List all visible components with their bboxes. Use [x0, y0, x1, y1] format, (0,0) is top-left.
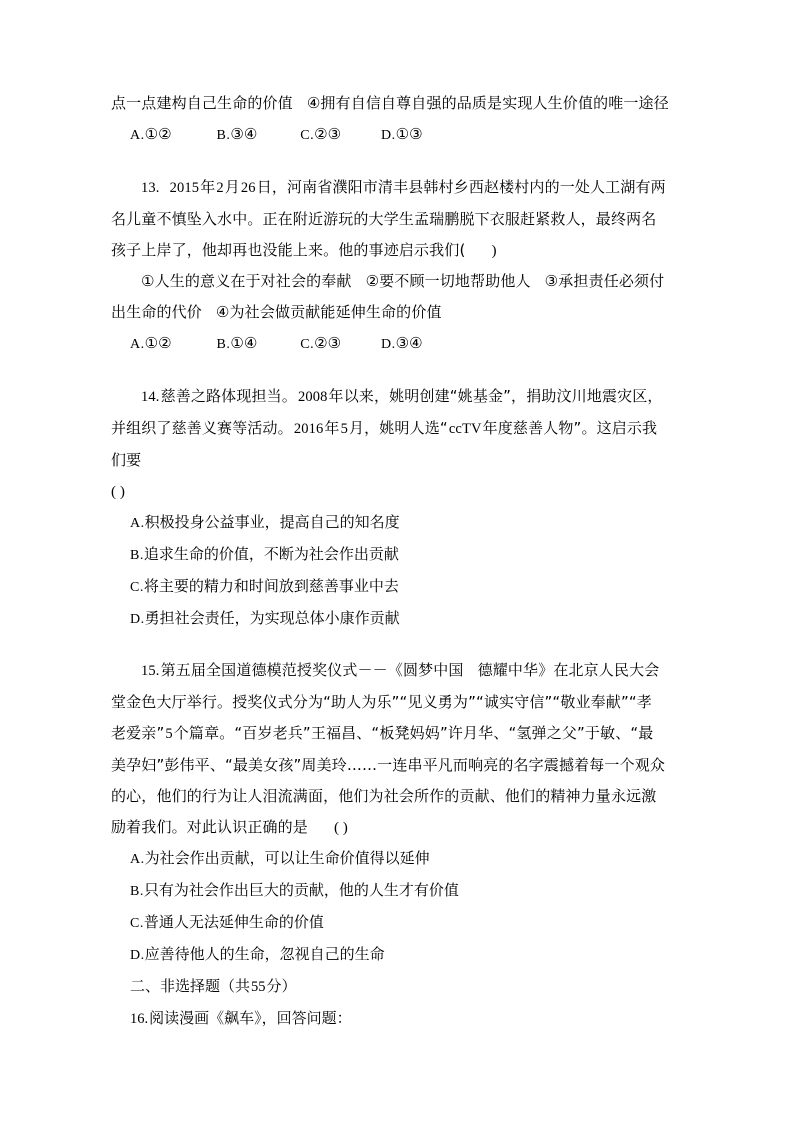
q14-option-d-text: 勇担社会责任，为实现总体小康作贡献 [144, 609, 400, 627]
q16-stem [111, 1003, 667, 1035]
q13-item-4: ④为社会做贡献能延伸生命的价值 [215, 303, 442, 321]
q15-stem-tail: 个篇章。“百岁老兵”王福昌、“板凳妈妈”许月华、“氢弹之父”于敏、“最美孕妇”彭伟平、“最美女孩”周美玲……一连串平凡而响亮的名字震撼着每一个观众的心，他们的行为让人泪流满面，他们为社会所作的贡献、他们的精神力量永远激励着我们。对此认识正确的是 [111, 724, 666, 836]
q14-year-2016: 2016 [293, 421, 324, 437]
q12-option-c[interactable] [300, 119, 381, 151]
q14-option-a[interactable] [111, 507, 667, 539]
q15-option-b[interactable] [111, 875, 667, 907]
q13-number: 13. [141, 180, 160, 196]
q13-item-1: ①人生的意义在于对社会的奉献 [141, 272, 352, 290]
q13-option-c-text: ②③ [314, 334, 342, 352]
q13-items [111, 266, 667, 328]
q15-stem-lead: 第五届全国道德模范授奖仪式－－《圆梦中国 [160, 661, 464, 679]
q13-year: 2015 [169, 180, 200, 196]
q14-stem-mid2: 月，姚明人选“ [348, 419, 448, 437]
q15-chapter-count: 5 [165, 726, 173, 742]
q16-text: 阅读漫画《飙车》，回答问题： [149, 1009, 352, 1027]
q12-continuation-text: 点一点建构自己生命的价值 [111, 94, 293, 112]
q14-cctv-text: ccTV [448, 421, 482, 437]
q13-year-unit: 年 [200, 178, 216, 196]
q14-year-unit: 年 [324, 419, 340, 437]
q14-stem-lead: 慈善之路体现担当。 [160, 387, 297, 405]
q12-option-b-text: ③④ [230, 125, 258, 143]
q14-option-b[interactable] [111, 539, 667, 571]
q15-option-b-text: 只有为社会作出巨大的贡献，他的人生才有价值 [143, 881, 459, 899]
q12-option-a-label: A. [130, 128, 145, 143]
q16-number: 16. [130, 1011, 149, 1027]
q15-number: 15. [141, 663, 160, 679]
q13-option-b-text: ①④ [230, 334, 258, 352]
q12-option-d-text: ①③ [395, 125, 423, 143]
q14-option-a-text: 积极投身公益事业，提高自己的知名度 [144, 513, 400, 531]
q15-option-d-text: 应善待他人的生命，忽视自己的生命 [144, 945, 385, 963]
q15-option-c[interactable] [111, 907, 667, 939]
q13-month-unit: 月 [224, 178, 240, 196]
q14-option-d[interactable] [111, 603, 667, 635]
section-2-heading [111, 971, 667, 1003]
q15-option-a-label: A. [130, 852, 145, 867]
section-2-total-score: 55 [251, 979, 266, 995]
q15-answer-blank[interactable]: ( ) [333, 819, 348, 836]
q14-year-2008: 2008 [297, 389, 328, 405]
q14-option-c[interactable] [111, 571, 667, 603]
q13-option-d-text: ③④ [395, 334, 423, 352]
q13-item-3-cont: 命的代价 [141, 303, 202, 321]
q14-option-a-label: A. [130, 516, 145, 531]
q12-option-b-label: B. [216, 128, 231, 143]
q12-tail-line [111, 88, 667, 119]
q13-option-b[interactable] [217, 328, 301, 360]
q14-answer-blank-line [111, 476, 667, 507]
q15-option-a-text: 为社会作出贡献，可以让生命价值得以延伸 [144, 849, 430, 867]
q13-option-a-text: ①② [144, 334, 172, 352]
q12-option-b[interactable] [217, 119, 301, 151]
exam-content-column [111, 88, 667, 1035]
q12-option-d-label: D. [381, 128, 396, 143]
q12-option-c-text: ②③ [314, 125, 342, 143]
q13-option-b-label: B. [216, 337, 231, 352]
q13-option-d-label: D. [381, 337, 396, 352]
q13-month: 2 [216, 180, 224, 196]
q13-option-a-label: A. [130, 337, 145, 352]
q14-stem-mid: 年以来，姚明创建“姚基金”，捐助汶川地震灾区，并组织了慈善义赛等活动。 [111, 387, 663, 437]
q13-stem-body: 日，河南省濮阳市清丰县韩村乡西赵楼村内的一处人工湖有两名儿童不慎坠入水中。正在附近游玩的大学生孟瑞鹏脱下衣服赶紧救人，最终两名孩子上岸了，他却再也没能上来。他的事迹启示我们( [111, 178, 666, 259]
q15-option-c-text: 普通人无法延伸生命的价值 [143, 913, 324, 931]
q13-answer-blank-close: ) [491, 242, 497, 259]
q13-option-a[interactable] [130, 328, 217, 360]
q14-option-c-text: 将主要的精力和时间放到慈善事业中去 [143, 577, 399, 595]
q14-option-c-label: C. [130, 580, 144, 595]
q13-option-c-label: C. [300, 337, 315, 352]
q15-stem-mid: 德耀中华》在北京人民大会堂金色大厅举行。授奖仪式分为“助人为乐”“见义勇为”“诚实守信”“敬业奉献”“孝老爱亲” [111, 661, 660, 742]
q12-option-a[interactable] [130, 119, 217, 151]
q14-stem [111, 381, 667, 476]
q14-number: 14. [141, 389, 160, 405]
q13-item-3: ③承担责任必须付出生 [111, 272, 665, 321]
q14-option-d-label: D. [130, 612, 145, 627]
q14-stem-tail: 年度慈善人物”。这启示我们要 [111, 419, 658, 469]
q14-option-b-label: B. [130, 548, 144, 563]
section-2-heading-tail: 分） [266, 977, 297, 995]
q14-month-5: 5 [340, 421, 348, 437]
q15-option-c-label: C. [130, 916, 144, 931]
q12-item-4: ④拥有自信自尊自强的品质是实现人生价值的唯一途径 [306, 94, 669, 112]
q13-day: 26 [240, 180, 256, 196]
q13-option-c[interactable] [300, 328, 381, 360]
q15-stem [111, 655, 667, 843]
q15-option-a[interactable] [111, 843, 667, 875]
q14-option-b-text: 追求生命的价值，不断为社会作出贡献 [143, 545, 399, 563]
q12-options-row [111, 119, 667, 151]
section-2-heading-lead: 二、非选择题（共 [130, 977, 251, 995]
q15-option-d-label: D. [130, 948, 145, 963]
q13-item-2: ②要不顾一切地帮助他人 [365, 272, 531, 290]
q13-options-row [111, 328, 667, 360]
q15-option-b-label: B. [130, 884, 144, 899]
q12-option-a-text: ①② [144, 125, 172, 143]
q12-option-d[interactable] [381, 119, 423, 151]
q14-answer-blank[interactable]: ( ) [111, 483, 125, 500]
q15-option-d[interactable] [111, 939, 667, 971]
q13-option-d[interactable] [381, 328, 423, 360]
q12-option-c-label: C. [300, 128, 315, 143]
q13-stem [111, 172, 667, 266]
